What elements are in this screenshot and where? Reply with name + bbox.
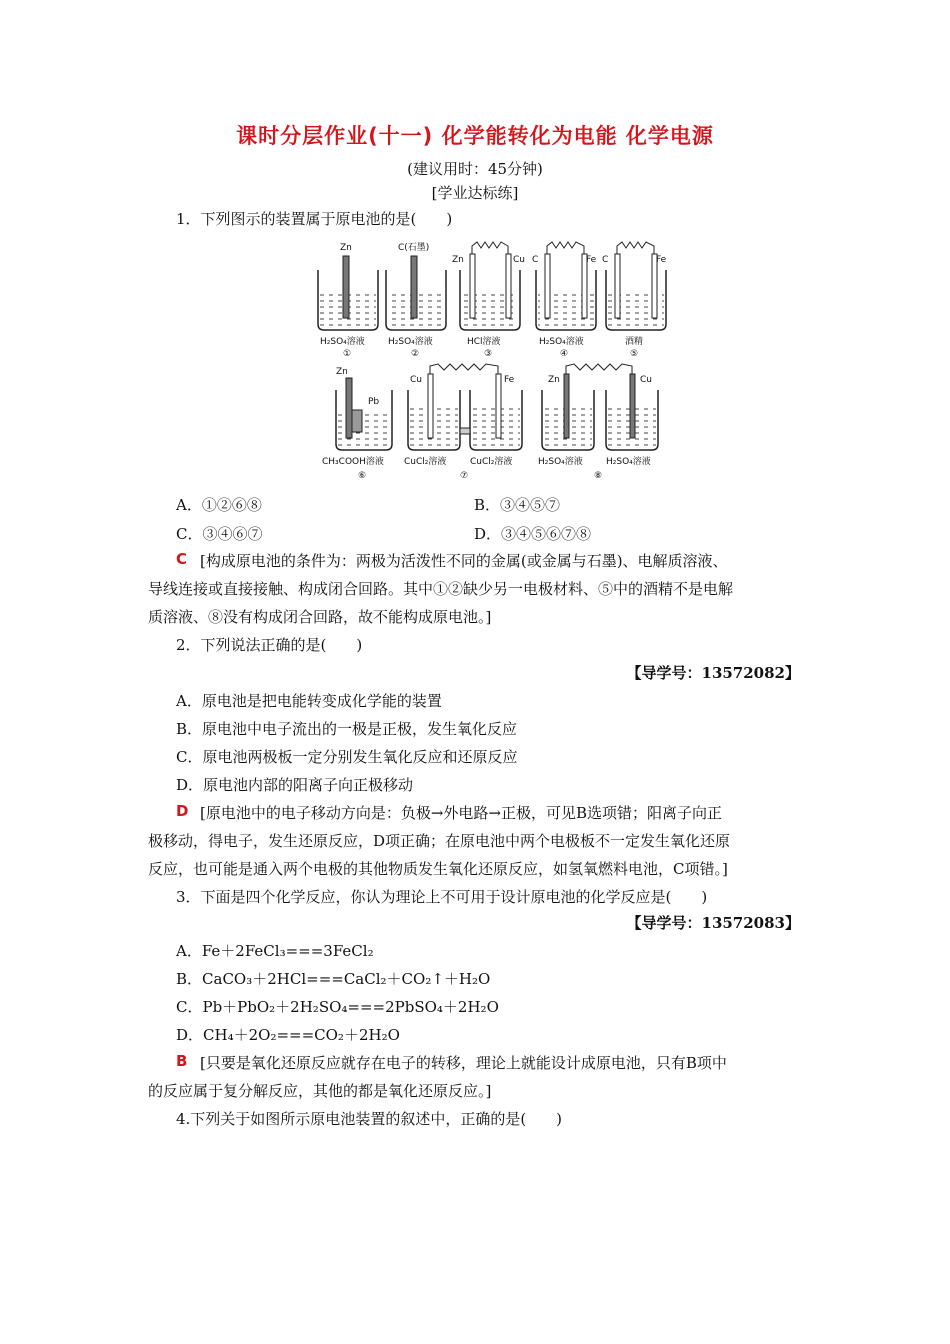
- q1-option-c: C．③④⑥⑦: [176, 525, 263, 543]
- q2-ref: 【导学号：13572082】: [626, 664, 800, 682]
- q2-explain-1: [原电池中的电子移动方向是：负极→外电路→正极，可见B选项错；阳离子向正: [200, 804, 723, 822]
- cell-8-electrode-1: Zn: [548, 375, 560, 385]
- q3-explain-1: [只要是氧化还原反应就存在电子的转移，理论上就能设计成原电池，只有B项中: [200, 1054, 727, 1072]
- cell-3: [452, 242, 525, 359]
- page-title: 课时分层作业(十一) 化学能转化为电能 化学电源: [236, 124, 714, 148]
- q1-explain-1: [构成原电池的条件为：两极为活泼性不同的金属(或金属与石墨)、电解质溶液、: [200, 552, 728, 570]
- cell-8-num: ⑧: [594, 471, 603, 481]
- cell-7: [404, 364, 522, 481]
- cell-5-electrode-2: Fe: [656, 255, 667, 265]
- q1-explain-3: 质溶液、⑧没有构成闭合回路，故不能构成原电池。]: [148, 608, 492, 626]
- cell-7-solution-2: CuCl₂溶液: [470, 457, 513, 467]
- cell-5-electrode-1: C: [602, 255, 609, 265]
- cell-5: [602, 242, 667, 359]
- cell-8-solution-2: H₂SO₄溶液: [606, 457, 651, 467]
- section-heading: [学业达标练]: [431, 184, 519, 202]
- q3-explain-2: 的反应属于复分解反应，其他的都是氧化还原反应。]: [148, 1082, 492, 1100]
- q3-stem: 3．下面是四个化学反应，你认为理论上不可用于设计原电池的化学反应是( ): [176, 888, 708, 906]
- cell-2: [386, 242, 446, 359]
- q1-option-b: B．③④⑤⑦: [474, 496, 561, 514]
- cell-5-num: ⑤: [630, 349, 639, 359]
- cell-4-electrode-2: Fe: [586, 255, 597, 265]
- q2-explain-2: 极移动，得电子，发生还原反应，D项正确；在原电池中两个电极板不一定发生氧化还原: [148, 832, 731, 850]
- q1-option-d: D．③④⑤⑥⑦⑧: [474, 525, 592, 543]
- q3-option-d: D．CH₄＋2O₂===CO₂＋2H₂O: [176, 1026, 400, 1044]
- q2-explain-3: 反应，也可能是通入两个电极的其他物质发生氧化还原反应，如氢氧燃料电池，C项错。]: [148, 860, 728, 878]
- q2-option-c: C．原电池两极板一定分别发生氧化反应和还原反应: [176, 748, 518, 766]
- q3-option-b: B．CaCO₃＋2HCl===CaCl₂＋CO₂↑＋H₂O: [176, 970, 491, 988]
- q1-answer: C: [176, 550, 188, 568]
- cell-2-num: ②: [411, 349, 420, 359]
- cell-7-solution-1: CuCl₂溶液: [404, 457, 447, 467]
- q2-answer: D: [176, 802, 189, 820]
- cell-5-solution: 酒精: [625, 337, 644, 347]
- q1-stem: 1．下列图示的装置属于原电池的是( ): [176, 210, 453, 228]
- cell-6-solution: CH₃COOH溶液: [322, 457, 384, 467]
- q3-ref: 【导学号：13572083】: [626, 914, 800, 932]
- cell-8-electrode-2: Cu: [640, 375, 652, 385]
- q2-option-a: A．原电池是把电能转变成化学能的装置: [176, 692, 442, 710]
- q4-stem: 4.下列关于如图所示原电池装置的叙述中，正确的是( ): [176, 1110, 563, 1128]
- cell-8-solution-1: H₂SO₄溶液: [538, 457, 583, 467]
- cell-3-solution: HCl溶液: [467, 337, 501, 347]
- q3-answer: B: [176, 1052, 188, 1070]
- cell-1: [318, 243, 378, 359]
- cell-6-electrode-2: Pb: [368, 397, 380, 407]
- cell-1-num: ①: [343, 349, 352, 359]
- q2-stem: 2．下列说法正确的是( ): [176, 636, 363, 654]
- cell-8: [538, 364, 658, 481]
- cell-3-electrode-1: Zn: [452, 255, 464, 265]
- q3-option-c: C．Pb＋PbO₂＋2H₂SO₄===2PbSO₄＋2H₂O: [176, 998, 499, 1016]
- cell-6: [322, 367, 392, 481]
- suggested-time: (建议用时：45分钟): [407, 160, 543, 178]
- q1-figure: [310, 232, 670, 482]
- cell-4-num: ④: [560, 349, 569, 359]
- cell-6-electrode-1: Zn: [336, 367, 348, 377]
- cell-4: [532, 242, 597, 359]
- cell-6-num: ⑥: [358, 471, 367, 481]
- cell-1-solution: H₂SO₄溶液: [320, 337, 365, 347]
- q2-option-d: D．原电池内部的阳离子向正极移动: [176, 776, 414, 794]
- cell-3-electrode-2: Cu: [513, 255, 525, 265]
- q1-option-a: A．①②⑥⑧: [176, 496, 262, 514]
- cell-4-electrode-1: C: [532, 255, 539, 265]
- q3-option-a: A．Fe＋2FeCl₃===3FeCl₂: [176, 942, 374, 960]
- cell-1-electrode: Zn: [340, 243, 352, 253]
- q2-option-b: B．原电池中电子流出的一极是正极，发生氧化反应: [176, 720, 518, 738]
- cell-2-electrode: C(石墨): [398, 243, 430, 253]
- cell-7-electrode-2: Fe: [504, 375, 515, 385]
- cell-2-solution: H₂SO₄溶液: [388, 337, 433, 347]
- cell-3-num: ③: [484, 349, 493, 359]
- cell-7-num: ⑦: [460, 471, 469, 481]
- q1-explain-2: 导线连接或直接接触、构成闭合回路。其中①②缺少另一电极材料、⑤中的酒精不是电解: [148, 580, 734, 598]
- cell-7-electrode-1: Cu: [410, 375, 422, 385]
- cell-4-solution: H₂SO₄溶液: [539, 337, 584, 347]
